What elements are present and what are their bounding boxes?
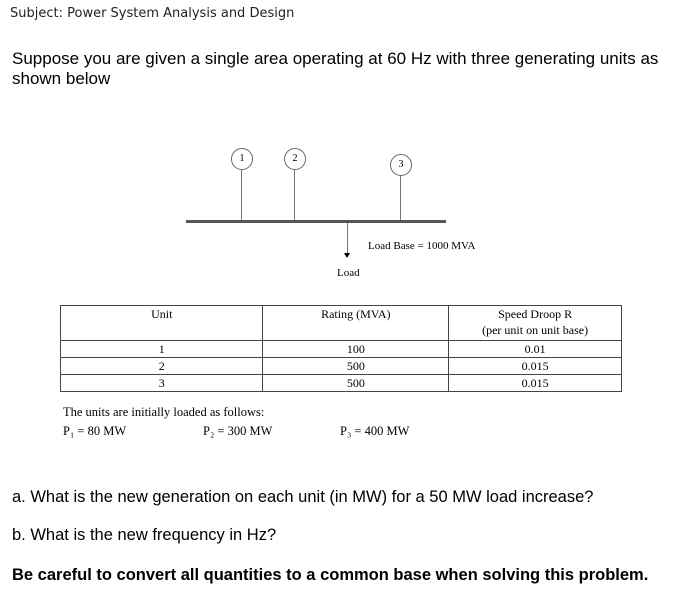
cell-unit: 2	[61, 358, 263, 375]
header-speed-droop-line1: Speed Droop R	[498, 307, 573, 321]
cell-unit: 1	[61, 341, 263, 358]
units-table	[60, 305, 622, 392]
table-header-row	[61, 306, 622, 341]
table-row	[61, 375, 622, 392]
question-a: a. What is the new generation on each unit (in MW) for a 50 MW load increase?	[12, 488, 594, 506]
cell-droop: 0.015	[449, 358, 622, 375]
load-base-label: Load Base = 1000 MVA	[368, 240, 476, 252]
bus-bar	[186, 220, 446, 223]
cell-droop: 0.01	[449, 341, 622, 358]
generator-1-icon: 1	[231, 148, 253, 170]
load-label: Load	[337, 267, 360, 279]
initial-p3: P₃ = 400 MW	[340, 424, 410, 438]
initial-loading-title: The units are initially loaded as follows:	[63, 405, 265, 419]
generator-3-lead	[400, 176, 401, 220]
initial-p1: P₁ = 80 MW	[63, 424, 127, 438]
header-speed-droop	[449, 306, 622, 341]
subject-line: Subject: Power System Analysis and Design	[10, 6, 295, 21]
generator-2-icon: 2	[284, 148, 306, 170]
cell-rating: 100	[263, 341, 449, 358]
warning-note: Be careful to convert all quantities to a common base when solving this problem.	[12, 566, 649, 584]
load-lead	[347, 223, 348, 253]
cell-rating: 500	[263, 358, 449, 375]
header-unit: Unit	[61, 306, 263, 341]
header-rating: Rating (MVA)	[263, 306, 449, 341]
generator-1-lead	[241, 170, 242, 220]
problem-intro: Suppose you are given a single area operating at 60 Hz with three generating units as shown below	[12, 49, 659, 88]
load-arrow-icon	[344, 253, 350, 258]
cell-droop: 0.015	[449, 375, 622, 392]
generator-2-lead	[294, 170, 295, 220]
question-b: b. What is the new frequency in Hz?	[12, 526, 277, 544]
table-row	[61, 358, 622, 375]
header-speed-droop-line2: (per unit on unit base)	[482, 323, 589, 337]
generator-3-icon: 3	[390, 154, 412, 176]
table-row	[61, 341, 622, 358]
cell-rating: 500	[263, 375, 449, 392]
initial-p2: P₂ = 300 MW	[203, 424, 273, 438]
cell-unit: 3	[61, 375, 263, 392]
